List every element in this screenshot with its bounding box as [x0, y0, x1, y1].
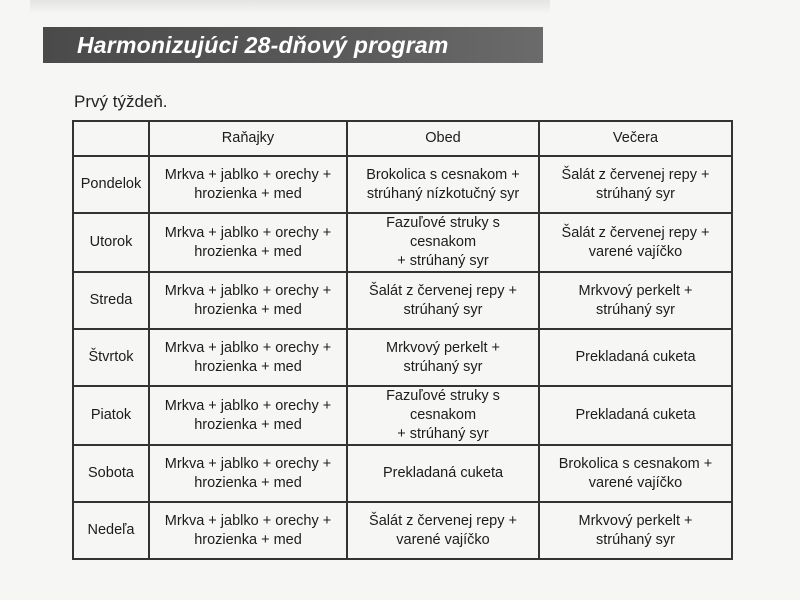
breakfast-line: Mrkva + jablko + orechy +: [164, 166, 332, 183]
dinner-cell: [539, 272, 732, 329]
dinner-cell: [539, 502, 732, 559]
meal-plan-table: [72, 120, 733, 560]
lunch-line: Prekladaná cuketa: [382, 465, 504, 481]
lunch-line: Šalát z červenej repy +: [369, 512, 517, 529]
lunch-line: Šalát z červenej repy +: [369, 282, 517, 299]
lunch-cell: [347, 502, 539, 559]
table-row: [73, 386, 732, 445]
breakfast-cell: [149, 386, 347, 445]
day-cell: Nedeľa: [73, 502, 149, 559]
table-row: [73, 156, 732, 213]
breakfast-line: hrozienka + med: [194, 243, 302, 260]
breakfast-line: hrozienka + med: [194, 185, 302, 202]
dinner-line: Mrkvový perkelt +: [578, 512, 693, 529]
lunch-cell: [347, 272, 539, 329]
breakfast-line: Mrkva + jablko + orechy +: [164, 455, 332, 472]
lunch-line: strúhaný syr: [403, 301, 483, 318]
breakfast-line: Mrkva + jablko + orechy +: [164, 282, 332, 299]
header-dinner: Večera: [539, 121, 732, 156]
lunch-cell: [347, 213, 539, 272]
lunch-line: + strúhaný syr: [397, 253, 489, 269]
breakfast-line: hrozienka + med: [194, 531, 302, 548]
dinner-line: varené vajíčko: [588, 474, 683, 491]
dinner-line: strúhaný syr: [596, 301, 675, 318]
table-row: [73, 502, 732, 559]
day-cell: Streda: [73, 272, 149, 329]
dinner-line: strúhaný syr: [596, 185, 675, 202]
breakfast-cell: [149, 329, 347, 386]
header-lunch: Obed: [347, 121, 539, 156]
lunch-line: Mrkvový perkelt +: [385, 339, 501, 356]
breakfast-line: Mrkva + jablko + orechy +: [164, 339, 332, 356]
breakfast-line: hrozienka + med: [194, 301, 302, 318]
dinner-cell: [539, 445, 732, 502]
day-cell: Pondelok: [73, 156, 149, 213]
dinner-line: varené vajíčko: [588, 243, 683, 260]
table-header-row: [73, 121, 732, 156]
dinner-cell: [539, 213, 732, 272]
breakfast-line: Mrkva + jablko + orechy +: [164, 397, 332, 414]
dinner-line: Mrkvový perkelt +: [578, 282, 693, 299]
breakfast-line: Mrkva + jablko + orechy +: [164, 224, 332, 241]
lunch-cell: [347, 445, 539, 502]
breakfast-line: hrozienka + med: [194, 358, 302, 375]
dinner-line: Šalát z červenej repy +: [561, 224, 710, 241]
breakfast-cell: [149, 502, 347, 559]
dinner-line: Brokolica s cesnakom +: [558, 455, 713, 472]
breakfast-cell: [149, 272, 347, 329]
breakfast-cell: [149, 445, 347, 502]
dinner-line: strúhaný syr: [596, 531, 675, 548]
day-cell: Piatok: [73, 386, 149, 445]
table-row: [73, 272, 732, 329]
lunch-cell: [347, 386, 539, 445]
breakfast-cell: [149, 213, 347, 272]
title-banner: [43, 27, 543, 63]
dinner-line: Prekladaná cuketa: [575, 407, 696, 423]
table-row: [73, 445, 732, 502]
dinner-line: Prekladaná cuketa: [575, 349, 696, 365]
lunch-cell: [347, 329, 539, 386]
page-title: Harmonizujúci 28-dňový program: [77, 31, 449, 58]
table-row: [73, 213, 732, 272]
dinner-line: Šalát z červenej repy +: [561, 166, 710, 183]
breakfast-cell: [149, 156, 347, 213]
dinner-cell: [539, 386, 732, 445]
header-breakfast: Raňajky: [149, 121, 347, 156]
lunch-line: Fazuľové struky s cesnakom: [386, 215, 500, 250]
header-day: [73, 121, 149, 156]
lunch-line: Brokolica s cesnakom +: [366, 166, 520, 183]
lunch-line: + strúhaný syr: [397, 426, 489, 442]
breakfast-line: hrozienka + med: [194, 416, 302, 433]
table-body: [73, 156, 732, 559]
dinner-cell: [539, 329, 732, 386]
lunch-line: strúhaný syr: [403, 358, 483, 375]
lunch-line: varené vajíčko: [396, 531, 490, 548]
day-cell: Utorok: [73, 213, 149, 272]
day-cell: Štvrtok: [73, 329, 149, 386]
lunch-cell: [347, 156, 539, 213]
lunch-line: Fazuľové struky s cesnakom: [386, 388, 500, 423]
scan-edge: [30, 0, 550, 14]
week-subtitle: Prvý týždeň.: [74, 92, 168, 111]
table-row: [73, 329, 732, 386]
day-cell: Sobota: [73, 445, 149, 502]
breakfast-line: hrozienka + med: [194, 474, 302, 491]
lunch-line: strúhaný nízkotučný syr: [366, 185, 520, 202]
dinner-cell: [539, 156, 732, 213]
breakfast-line: Mrkva + jablko + orechy +: [164, 512, 332, 529]
